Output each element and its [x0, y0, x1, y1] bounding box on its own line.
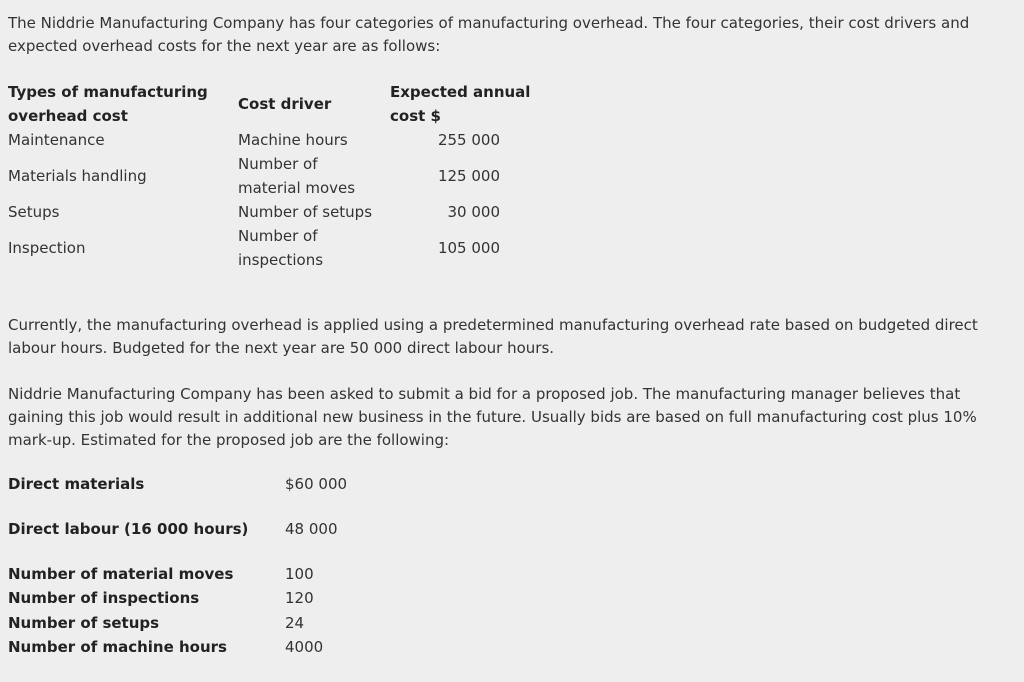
table-header-row — [0, 80, 540, 128]
estimate-label: Number of material moves — [8, 565, 234, 583]
intro-paragraph: The Niddrie Manufacturing Company has four categories of manufacturing overhead. The four categories, their cost drivers and expected overhead costs for the next year are as follows: — [8, 14, 970, 55]
table-row — [0, 128, 540, 152]
row-type: Setups — [8, 203, 60, 221]
estimate-value: $60 000 — [285, 475, 348, 493]
row-cost: 30 000 — [447, 203, 500, 221]
row-type: Materials handling — [8, 167, 147, 185]
labour-hours-paragraph: Currently, the manufacturing overhead is applied using a predetermined manufacturing overhead rate based on budgeted direct labour hours. Budgeted for the next year are 50 000 direct labour hours. — [8, 316, 978, 357]
estimate-value: 24 — [285, 614, 305, 632]
header-driver: Cost driver — [238, 95, 332, 113]
row-driver: Number of setups — [238, 203, 373, 221]
row-type: Maintenance — [8, 131, 105, 149]
bid-paragraph: Niddrie Manufacturing Company has been asked to submit a bid for a proposed job. The manufacturing manager believes that gaining this job would result in additional new business in the future. Usually bids are based on full manufacturing cost plus 10% mark-up. Estimated for the proposed job are the following: — [8, 385, 977, 449]
estimate-value: 48 000 — [285, 520, 338, 538]
row-driver: Number of material moves — [238, 155, 356, 197]
table-row — [0, 152, 540, 200]
estimate-label: Number of setups — [8, 614, 160, 632]
table-row — [0, 200, 540, 224]
overhead-cost-table — [0, 80, 540, 272]
row-driver: Number of inspections — [238, 227, 324, 269]
header-cost: Expected annual cost $ — [390, 83, 531, 125]
estimate-label: Number of machine hours — [8, 638, 227, 656]
estimate-label: Direct materials — [8, 475, 145, 493]
estimate-value: 4000 — [285, 638, 324, 656]
table-row — [0, 224, 540, 272]
header-type: Types of manufacturing overhead cost — [8, 83, 208, 125]
estimate-value: 120 — [285, 589, 314, 607]
estimate-label: Number of inspections — [8, 589, 200, 607]
row-cost: 255 000 — [437, 131, 500, 149]
row-cost: 125 000 — [437, 167, 500, 185]
estimate-value: 100 — [285, 565, 314, 583]
row-type: Inspection — [8, 239, 86, 257]
row-driver: Machine hours — [238, 131, 348, 149]
row-cost: 105 000 — [437, 239, 500, 257]
estimate-label: Direct labour (16 000 hours) — [8, 520, 249, 538]
